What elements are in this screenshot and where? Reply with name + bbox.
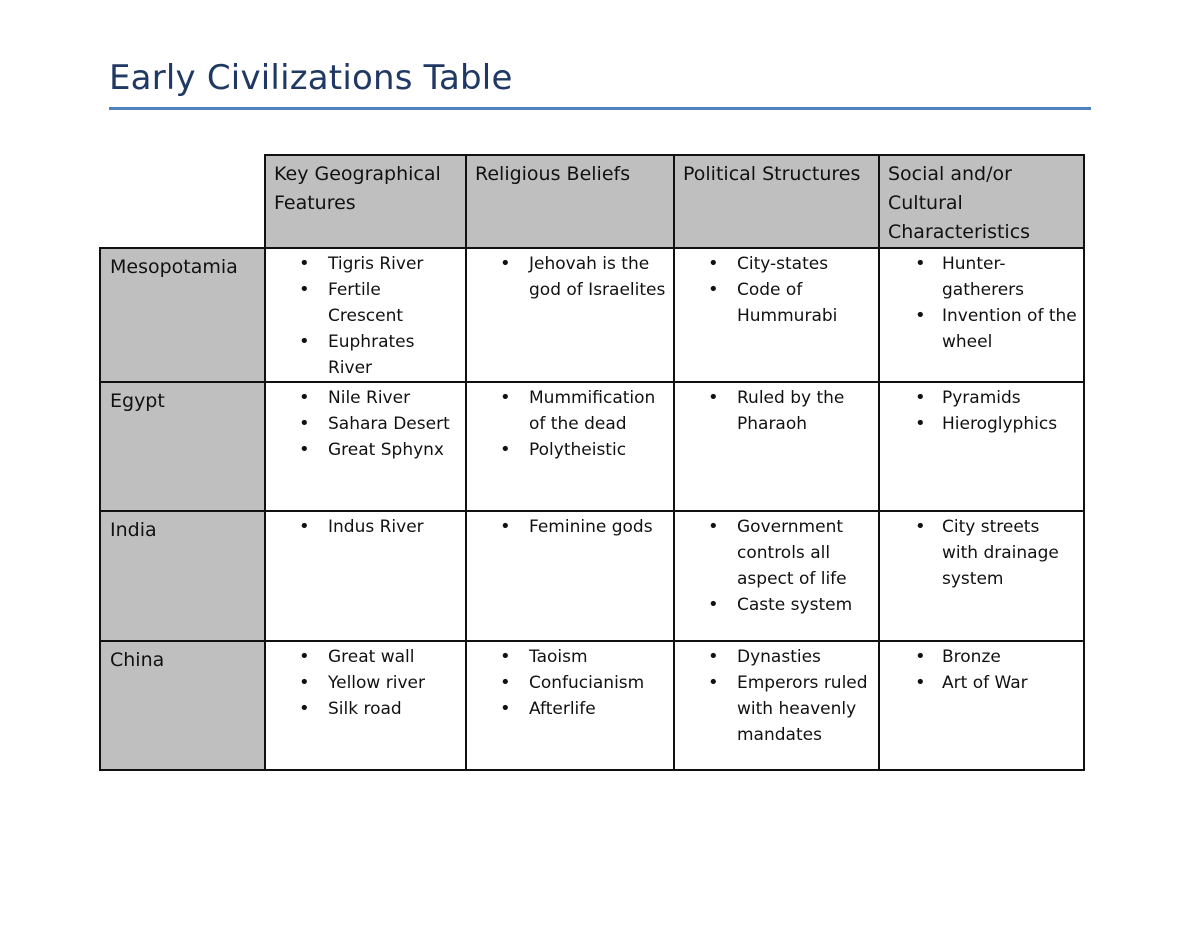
table-corner [100, 155, 265, 248]
list-item: • Afterlife [467, 696, 667, 722]
list-item: • Dynasties [675, 644, 872, 670]
list-item: • Caste system [675, 592, 872, 618]
list-item: • Art of War [880, 670, 1077, 696]
list-item: • Mummification of the dead [467, 385, 667, 437]
table-cell [265, 511, 466, 641]
column-header: Key Geographical Features [265, 155, 466, 248]
list-item: • Fertile Crescent [266, 277, 459, 329]
bullet-list [880, 251, 1077, 355]
list-item: • Taoism [467, 644, 667, 670]
table-cell [466, 641, 674, 770]
table-header-row [100, 155, 1084, 248]
table-cell [879, 248, 1084, 382]
bullet-list [675, 251, 872, 329]
list-item: • Indus River [266, 514, 459, 540]
civilizations-table [99, 154, 1085, 771]
table-cell [674, 382, 879, 511]
column-header: Religious Beliefs [466, 155, 674, 248]
column-header: Political Structures [674, 155, 879, 248]
bullet-list [467, 385, 667, 463]
table-cell [879, 382, 1084, 511]
list-item: • Pyramids [880, 385, 1077, 411]
table-cell [265, 382, 466, 511]
list-item: • Nile River [266, 385, 459, 411]
row-header: Mesopotamia [100, 248, 265, 382]
bullet-list [266, 514, 459, 540]
bullet-list [675, 514, 872, 618]
table-cell [466, 248, 674, 382]
list-item: • Emperors ruled with heavenly mandates [675, 670, 872, 748]
table-row [100, 382, 1084, 511]
bullet-list [266, 385, 459, 463]
list-item: • Invention of the wheel [880, 303, 1077, 355]
list-item: • Tigris River [266, 251, 459, 277]
table-cell [674, 641, 879, 770]
bullet-list [266, 251, 459, 381]
list-item: • Great wall [266, 644, 459, 670]
row-header: India [100, 511, 265, 641]
list-item: • Yellow river [266, 670, 459, 696]
list-item: • Polytheistic [467, 437, 667, 463]
table-cell [466, 382, 674, 511]
list-item: • Government controls all aspect of life [675, 514, 872, 592]
list-item: • Confucianism [467, 670, 667, 696]
table-row [100, 511, 1084, 641]
column-header: Social and/or Cultural Characteristics [879, 155, 1084, 248]
bullet-list [675, 385, 872, 437]
bullet-list [880, 385, 1077, 437]
table-row [100, 248, 1084, 382]
table-cell [674, 511, 879, 641]
list-item: • Code of Hummurabi [675, 277, 872, 329]
list-item: • City streets with drainage system [880, 514, 1077, 592]
table-cell [265, 248, 466, 382]
list-item: • Great Sphynx [266, 437, 459, 463]
bullet-list [467, 514, 667, 540]
bullet-list [467, 251, 667, 303]
bullet-list [880, 514, 1077, 592]
bullet-list [266, 644, 459, 722]
row-header: China [100, 641, 265, 770]
table-cell [466, 511, 674, 641]
list-item: • Silk road [266, 696, 459, 722]
list-item: • Sahara Desert [266, 411, 459, 437]
list-item: • Feminine gods [467, 514, 667, 540]
list-item: • Hunter-gatherers [880, 251, 1077, 303]
row-header: Egypt [100, 382, 265, 511]
list-item: • Bronze [880, 644, 1077, 670]
list-item: • Ruled by the Pharaoh [675, 385, 872, 437]
bullet-list [880, 644, 1077, 696]
bullet-list [467, 644, 667, 722]
bullet-list [675, 644, 872, 748]
list-item: • City-states [675, 251, 872, 277]
table-row [100, 641, 1084, 770]
page-title: Early Civilizations Table [109, 58, 513, 98]
table-cell [879, 641, 1084, 770]
title-underline [109, 107, 1091, 110]
table-cell [879, 511, 1084, 641]
list-item: • Jehovah is the god of Israelites [467, 251, 667, 303]
list-item: • Euphrates River [266, 329, 459, 381]
table-cell [265, 641, 466, 770]
list-item: • Hieroglyphics [880, 411, 1077, 437]
table-cell [674, 248, 879, 382]
